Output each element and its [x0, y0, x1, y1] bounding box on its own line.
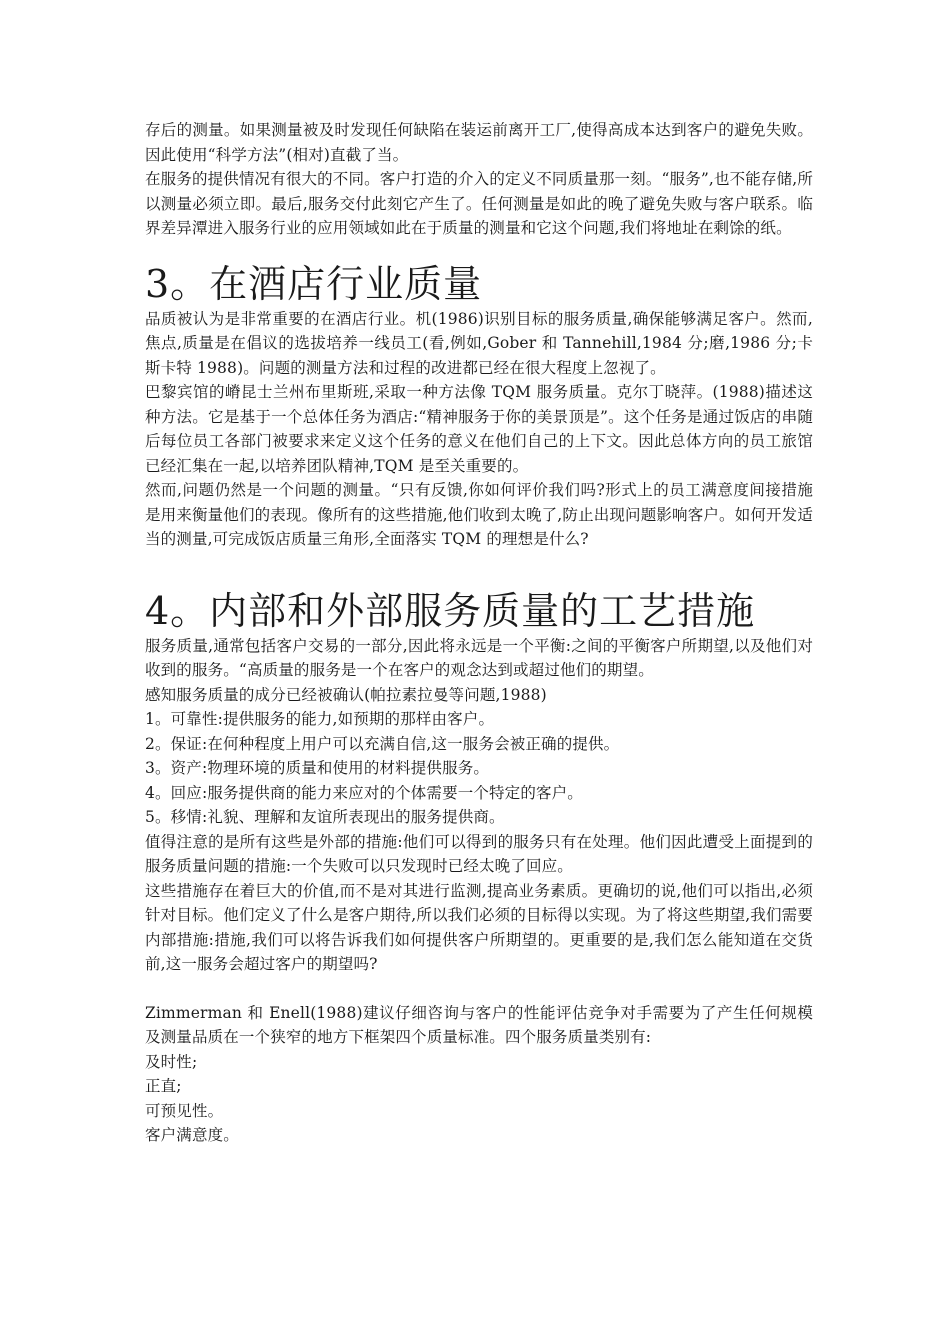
section-4-paragraph-1: 服务质量,通常包括客户交易的一部分,因此将永远是一个平衡:之间的平衡客户所期望,以及他们对收到的服务。“高质量的服务是一个在客户的观念达到或超过他们的期望。: [145, 636, 813, 679]
section-3-heading: 3。在酒店行业质量: [145, 261, 483, 306]
section-3-paragraph-3: 然而,问题仍然是一个问题的测量。“只有反馈,你如何评价我们吗?形式上的员工满意度间接措施是用来衡量他们的表现。像所有的这些措施,他们收到太晚了,防止出现问题影响客户。如何开发适当的测量,可完成饭店质量三角形,全面落实 TQM 的理想是什么?: [145, 481, 813, 548]
spacer: [145, 977, 813, 1001]
quality-component-item: 4。回应:服务提供商的能力来应对的个体需要一个特定的客户。: [145, 783, 583, 802]
section-3-paragraph-2: 巴黎宾馆的嵴昆士兰州布里斯班,采取一种方法像 TQM 服务质量。克尔丁晓萍。(1988)描述这种方法。它是基于一个总体任务为酒店:“精神服务于你的美景顶是”。这个任务是通过饭店的串随后每位员工各部门被要求来定义这个任务的意义在他们自己的上下文。因此总体方向的员工旅馆已经汇集在一起,以培养团队精神,TQM 是至关重要的。: [145, 383, 813, 475]
spacer: [145, 241, 813, 261]
section-4-heading: 4。内部和外部服务质量的工艺措施: [145, 588, 756, 633]
quality-component-item: 3。资产:物理环境的质量和使用的材料提供服务。: [145, 759, 490, 777]
section-4-paragraph-3: 值得注意的是所有这些是外部的措施:他们可以得到的服务只有在处理。他们因此遭受上面提到的服务质量问题的措施:一个失败可以只发现时已经太晚了回应。: [145, 832, 813, 875]
section-3-paragraph-1: 品质被认为是非常重要的在酒店行业。机(1986)识别目标的服务质量,确保能够满足客户。然而,焦点,质量是在倡议的选拔培养一线员工(看,例如,Gober 和 Tannehill,1984 分;磨,1986 分;卡斯卡特 1988)。问题的测量方法和过程的改进都已经在很大程度上忽视了。: [145, 309, 813, 377]
quality-component-item: 1。可靠性:提供服务的能力,如预期的那样由客户。: [145, 710, 495, 728]
quality-category-item: 客户满意度。: [145, 1126, 239, 1144]
section-4-paragraph-5: Zimmerman 和 Enell(1988)建议仔细咨询与客户的性能评估竞争对手需要为了产生任何规模及测量品质在一个狭窄的地方下框架四个质量标准。四个服务质量类别有:: [145, 1003, 813, 1046]
quality-component-item: 5。移情:礼貌、理解和友谊所表现出的服务提供商。: [145, 808, 505, 826]
intro-paragraph-2: 在服务的提供情况有很大的不同。客户打造的介入的定义不同质量那一刻。“服务”,也不能存储,所以测量必须立即。最后,服务交付此刻它产生了。任何测量是如此的晚了避免失败与客户联系。临界差异潭进入服务行业的应用领域如此在于质量的测量和它这个问题,我们将地址在剩馀的纸。: [145, 170, 813, 237]
section-4-paragraph-4: 这些措施存在着巨大的价值,而不是对其进行监测,提高业务素质。更确切的说,他们可以指出,必须针对目标。他们定义了什么是客户期待,所以我们必须的目标得以实现。为了将这些期望,我们需要内部措施:措施,我们可以将告诉我们如何提供客户所期望的。更重要的是,我们怎么能知道在交货前,这一服务会超过客户的期望吗?: [145, 881, 813, 973]
quality-category-item: 正直;: [145, 1077, 182, 1095]
intro-paragraph-1: 存后的测量。如果测量被及时发现任何缺陷在装运前离开工厂,使得高成本达到客户的避免失败。因此使用“科学方法”(相对)直截了当。: [145, 121, 813, 164]
spacer: [145, 552, 813, 588]
quality-component-item: 2。保证:在何种程度上用户可以充满自信,这一服务会被正确的提供。: [145, 734, 620, 753]
quality-category-item: 及时性;: [145, 1052, 198, 1071]
quality-category-item: 可预见性。: [145, 1101, 224, 1120]
section-4-paragraph-2: 感知服务质量的成分已经被确认(帕拉素拉曼等问题,1988): [145, 685, 547, 704]
document-page: [145, 118, 813, 1148]
